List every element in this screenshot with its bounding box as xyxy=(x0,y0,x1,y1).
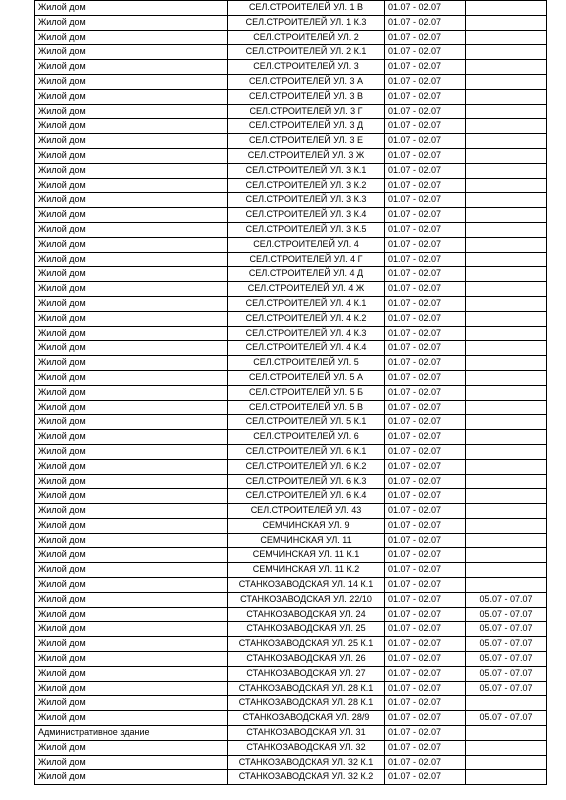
period-1-cell: 01.07 - 02.07 xyxy=(385,237,466,252)
building-type-cell: Жилой дом xyxy=(35,666,228,681)
address-cell: СТАНКОЗАВОДСКАЯ УЛ. 28 К.1 xyxy=(228,681,385,696)
building-type-cell: Жилой дом xyxy=(35,15,228,30)
building-type-cell: Жилой дом xyxy=(35,563,228,578)
period-2-cell xyxy=(466,296,547,311)
address-cell: СЕМЧИНСКАЯ УЛ. 9 xyxy=(228,518,385,533)
period-2-cell xyxy=(466,311,547,326)
address-cell: СЕЛ.СТРОИТЕЛЕЙ УЛ. 4 Д xyxy=(228,267,385,282)
period-2-cell xyxy=(466,148,547,163)
table-row xyxy=(35,356,547,371)
period-1-cell: 01.07 - 02.07 xyxy=(385,104,466,119)
period-1-cell: 01.07 - 02.07 xyxy=(385,696,466,711)
table-row xyxy=(35,666,547,681)
period-1-cell: 01.07 - 02.07 xyxy=(385,400,466,415)
address-cell: СЕЛ.СТРОИТЕЛЕЙ УЛ. 3 Г xyxy=(228,104,385,119)
period-1-cell: 01.07 - 02.07 xyxy=(385,296,466,311)
building-type-cell: Жилой дом xyxy=(35,311,228,326)
building-type-cell: Жилой дом xyxy=(35,607,228,622)
address-cell: СЕЛ.СТРОИТЕЛЕЙ УЛ. 6 К.3 xyxy=(228,474,385,489)
building-type-cell: Жилой дом xyxy=(35,178,228,193)
address-cell: СЕЛ.СТРОИТЕЛЕЙ УЛ. 3 В xyxy=(228,89,385,104)
period-1-cell: 01.07 - 02.07 xyxy=(385,45,466,60)
table-row xyxy=(35,30,547,45)
table-row xyxy=(35,755,547,770)
address-cell: СЕЛ.СТРОИТЕЛЕЙ УЛ. 4 К.4 xyxy=(228,341,385,356)
table-row xyxy=(35,607,547,622)
period-2-cell: 05.07 - 07.07 xyxy=(466,681,547,696)
period-1-cell: 01.07 - 02.07 xyxy=(385,666,466,681)
table-row xyxy=(35,726,547,741)
table-row xyxy=(35,237,547,252)
building-type-cell: Жилой дом xyxy=(35,696,228,711)
building-type-cell: Жилой дом xyxy=(35,770,228,785)
period-1-cell: 01.07 - 02.07 xyxy=(385,326,466,341)
address-cell: СЕЛ.СТРОИТЕЛЕЙ УЛ. 6 xyxy=(228,430,385,445)
period-1-cell: 01.07 - 02.07 xyxy=(385,592,466,607)
period-2-cell xyxy=(466,430,547,445)
address-cell: СЕЛ.СТРОИТЕЛЕЙ УЛ. 4 Г xyxy=(228,252,385,267)
building-type-cell: Жилой дом xyxy=(35,148,228,163)
period-1-cell: 01.07 - 02.07 xyxy=(385,267,466,282)
table-row xyxy=(35,504,547,519)
building-type-cell: Жилой дом xyxy=(35,74,228,89)
period-2-cell xyxy=(466,370,547,385)
period-1-cell: 01.07 - 02.07 xyxy=(385,518,466,533)
table-row xyxy=(35,385,547,400)
address-cell: СЕЛ.СТРОИТЕЛЕЙ УЛ. 1 В xyxy=(228,1,385,16)
table-row xyxy=(35,163,547,178)
period-1-cell: 01.07 - 02.07 xyxy=(385,193,466,208)
table-row xyxy=(35,267,547,282)
period-2-cell xyxy=(466,208,547,223)
address-cell: СТАНКОЗАВОДСКАЯ УЛ. 32 xyxy=(228,740,385,755)
period-2-cell: 05.07 - 07.07 xyxy=(466,652,547,667)
period-2-cell xyxy=(466,1,547,16)
period-1-cell: 01.07 - 02.07 xyxy=(385,252,466,267)
period-1-cell: 01.07 - 02.07 xyxy=(385,74,466,89)
table-row xyxy=(35,296,547,311)
table-row xyxy=(35,89,547,104)
address-cell: СТАНКОЗАВОДСКАЯ УЛ. 22/10 xyxy=(228,592,385,607)
period-1-cell: 01.07 - 02.07 xyxy=(385,740,466,755)
building-type-cell: Жилой дом xyxy=(35,237,228,252)
building-type-cell: Жилой дом xyxy=(35,222,228,237)
table-row xyxy=(35,74,547,89)
building-type-cell: Жилой дом xyxy=(35,341,228,356)
address-cell: СТАНКОЗАВОДСКАЯ УЛ. 28 К.1 xyxy=(228,696,385,711)
building-type-cell: Жилой дом xyxy=(35,400,228,415)
period-1-cell: 01.07 - 02.07 xyxy=(385,548,466,563)
table-row xyxy=(35,770,547,785)
building-type-cell: Жилой дом xyxy=(35,385,228,400)
address-cell: СЕЛ.СТРОИТЕЛЕЙ УЛ. 3 К.4 xyxy=(228,208,385,223)
table-row xyxy=(35,60,547,75)
period-2-cell: 05.07 - 07.07 xyxy=(466,711,547,726)
table-row xyxy=(35,711,547,726)
address-cell: СЕЛ.СТРОИТЕЛЕЙ УЛ. 3 К.3 xyxy=(228,193,385,208)
period-1-cell: 01.07 - 02.07 xyxy=(385,222,466,237)
period-1-cell: 01.07 - 02.07 xyxy=(385,726,466,741)
address-cell: СЕЛ.СТРОИТЕЛЕЙ УЛ. 2 xyxy=(228,30,385,45)
building-type-cell: Жилой дом xyxy=(35,208,228,223)
address-cell: СЕЛ.СТРОИТЕЛЕЙ УЛ. 5 xyxy=(228,356,385,371)
period-2-cell xyxy=(466,578,547,593)
period-1-cell: 01.07 - 02.07 xyxy=(385,755,466,770)
table-row xyxy=(35,15,547,30)
address-cell: СЕЛ.СТРОИТЕЛЕЙ УЛ. 4 xyxy=(228,237,385,252)
table-row xyxy=(35,578,547,593)
address-cell: СЕЛ.СТРОИТЕЛЕЙ УЛ. 3 А xyxy=(228,74,385,89)
period-1-cell: 01.07 - 02.07 xyxy=(385,178,466,193)
period-2-cell xyxy=(466,755,547,770)
address-cell: СЕМЧИНСКАЯ УЛ. 11 К.2 xyxy=(228,563,385,578)
building-type-cell: Жилой дом xyxy=(35,252,228,267)
outage-schedule-table xyxy=(34,0,547,785)
period-1-cell: 01.07 - 02.07 xyxy=(385,533,466,548)
building-type-cell: Жилой дом xyxy=(35,30,228,45)
period-2-cell: 05.07 - 07.07 xyxy=(466,622,547,637)
address-cell: СЕЛ.СТРОИТЕЛЕЙ УЛ. 4 К.1 xyxy=(228,296,385,311)
period-1-cell: 01.07 - 02.07 xyxy=(385,459,466,474)
period-1-cell: 01.07 - 02.07 xyxy=(385,489,466,504)
period-2-cell: 05.07 - 07.07 xyxy=(466,637,547,652)
table-row xyxy=(35,444,547,459)
building-type-cell: Жилой дом xyxy=(35,45,228,60)
address-cell: СЕЛ.СТРОИТЕЛЕЙ УЛ. 3 Е xyxy=(228,134,385,149)
table-row xyxy=(35,592,547,607)
building-type-cell: Жилой дом xyxy=(35,296,228,311)
period-1-cell: 01.07 - 02.07 xyxy=(385,1,466,16)
table-row xyxy=(35,637,547,652)
address-cell: СЕЛ.СТРОИТЕЛЕЙ УЛ. 3 Д xyxy=(228,119,385,134)
building-type-cell: Жилой дом xyxy=(35,681,228,696)
table-row xyxy=(35,178,547,193)
building-type-cell: Жилой дом xyxy=(35,415,228,430)
address-cell: СЕЛ.СТРОИТЕЛЕЙ УЛ. 5 Б xyxy=(228,385,385,400)
period-1-cell: 01.07 - 02.07 xyxy=(385,385,466,400)
table-row xyxy=(35,311,547,326)
building-type-cell: Жилой дом xyxy=(35,356,228,371)
address-cell: СЕЛ.СТРОИТЕЛЕЙ УЛ. 3 Ж xyxy=(228,148,385,163)
period-1-cell: 01.07 - 02.07 xyxy=(385,60,466,75)
table-row xyxy=(35,148,547,163)
table-row xyxy=(35,45,547,60)
building-type-cell: Жилой дом xyxy=(35,89,228,104)
building-type-cell: Жилой дом xyxy=(35,267,228,282)
building-type-cell: Жилой дом xyxy=(35,163,228,178)
period-2-cell: 05.07 - 07.07 xyxy=(466,607,547,622)
building-type-cell: Жилой дом xyxy=(35,193,228,208)
period-2-cell xyxy=(466,237,547,252)
building-type-cell: Жилой дом xyxy=(35,578,228,593)
period-1-cell: 01.07 - 02.07 xyxy=(385,15,466,30)
period-2-cell xyxy=(466,163,547,178)
table-row xyxy=(35,489,547,504)
address-cell: СЕМЧИНСКАЯ УЛ. 11 К.1 xyxy=(228,548,385,563)
building-type-cell: Жилой дом xyxy=(35,134,228,149)
table-row xyxy=(35,370,547,385)
address-cell: СЕЛ.СТРОИТЕЛЕЙ УЛ. 4 К.2 xyxy=(228,311,385,326)
period-1-cell: 01.07 - 02.07 xyxy=(385,622,466,637)
period-1-cell: 01.07 - 02.07 xyxy=(385,311,466,326)
table-row xyxy=(35,119,547,134)
period-1-cell: 01.07 - 02.07 xyxy=(385,119,466,134)
address-cell: СЕЛ.СТРОИТЕЛЕЙ УЛ. 3 К.2 xyxy=(228,178,385,193)
period-2-cell xyxy=(466,134,547,149)
table-row xyxy=(35,282,547,297)
building-type-cell: Жилой дом xyxy=(35,474,228,489)
address-cell: СТАНКОЗАВОДСКАЯ УЛ. 32 К.1 xyxy=(228,755,385,770)
building-type-cell: Жилой дом xyxy=(35,119,228,134)
building-type-cell: Жилой дом xyxy=(35,504,228,519)
table-row xyxy=(35,474,547,489)
building-type-cell: Жилой дом xyxy=(35,282,228,297)
period-2-cell xyxy=(466,282,547,297)
address-cell: СЕЛ.СТРОИТЕЛЕЙ УЛ. 4 К.3 xyxy=(228,326,385,341)
period-2-cell xyxy=(466,740,547,755)
period-1-cell: 01.07 - 02.07 xyxy=(385,637,466,652)
building-type-cell: Жилой дом xyxy=(35,489,228,504)
table-row xyxy=(35,696,547,711)
table-row xyxy=(35,104,547,119)
address-cell: СЕЛ.СТРОИТЕЛЕЙ УЛ. 43 xyxy=(228,504,385,519)
period-1-cell: 01.07 - 02.07 xyxy=(385,134,466,149)
period-2-cell xyxy=(466,341,547,356)
table-body xyxy=(35,1,547,785)
period-2-cell xyxy=(466,267,547,282)
table-row xyxy=(35,222,547,237)
address-cell: СТАНКОЗАВОДСКАЯ УЛ. 25 К.1 xyxy=(228,637,385,652)
building-type-cell: Жилой дом xyxy=(35,533,228,548)
period-2-cell xyxy=(466,415,547,430)
building-type-cell: Жилой дом xyxy=(35,740,228,755)
period-1-cell: 01.07 - 02.07 xyxy=(385,563,466,578)
period-2-cell xyxy=(466,104,547,119)
address-cell: СТАНКОЗАВОДСКАЯ УЛ. 24 xyxy=(228,607,385,622)
period-2-cell xyxy=(466,89,547,104)
period-1-cell: 01.07 - 02.07 xyxy=(385,504,466,519)
address-cell: СЕЛ.СТРОИТЕЛЕЙ УЛ. 6 К.2 xyxy=(228,459,385,474)
building-type-cell: Административное здание xyxy=(35,726,228,741)
period-1-cell: 01.07 - 02.07 xyxy=(385,356,466,371)
table-row xyxy=(35,563,547,578)
period-2-cell: 05.07 - 07.07 xyxy=(466,666,547,681)
table-row xyxy=(35,430,547,445)
table-row xyxy=(35,533,547,548)
address-cell: СЕЛ.СТРОИТЕЛЕЙ УЛ. 6 К.4 xyxy=(228,489,385,504)
address-cell: СТАНКОЗАВОДСКАЯ УЛ. 26 xyxy=(228,652,385,667)
building-type-cell: Жилой дом xyxy=(35,370,228,385)
table-row xyxy=(35,652,547,667)
period-2-cell xyxy=(466,60,547,75)
period-2-cell xyxy=(466,74,547,89)
table-row xyxy=(35,326,547,341)
period-1-cell: 01.07 - 02.07 xyxy=(385,341,466,356)
building-type-cell: Жилой дом xyxy=(35,1,228,16)
period-1-cell: 01.07 - 02.07 xyxy=(385,148,466,163)
table-row xyxy=(35,415,547,430)
period-2-cell: 05.07 - 07.07 xyxy=(466,592,547,607)
period-2-cell xyxy=(466,30,547,45)
address-cell: СЕЛ.СТРОИТЕЛЕЙ УЛ. 3 К.5 xyxy=(228,222,385,237)
address-cell: СЕЛ.СТРОИТЕЛЕЙ УЛ. 5 К.1 xyxy=(228,415,385,430)
period-1-cell: 01.07 - 02.07 xyxy=(385,770,466,785)
period-1-cell: 01.07 - 02.07 xyxy=(385,444,466,459)
period-1-cell: 01.07 - 02.07 xyxy=(385,163,466,178)
address-cell: СЕЛ.СТРОИТЕЛЕЙ УЛ. 2 К.1 xyxy=(228,45,385,60)
period-2-cell xyxy=(466,444,547,459)
period-2-cell xyxy=(466,504,547,519)
period-1-cell: 01.07 - 02.07 xyxy=(385,430,466,445)
address-cell: СЕЛ.СТРОИТЕЛЕЙ УЛ. 6 К.1 xyxy=(228,444,385,459)
period-2-cell xyxy=(466,385,547,400)
address-cell: СТАНКОЗАВОДСКАЯ УЛ. 31 xyxy=(228,726,385,741)
period-1-cell: 01.07 - 02.07 xyxy=(385,711,466,726)
address-cell: СЕЛ.СТРОИТЕЛЕЙ УЛ. 3 xyxy=(228,60,385,75)
table-row xyxy=(35,459,547,474)
address-cell: СЕЛ.СТРОИТЕЛЕЙ УЛ. 5 В xyxy=(228,400,385,415)
period-2-cell xyxy=(466,193,547,208)
period-1-cell: 01.07 - 02.07 xyxy=(385,681,466,696)
address-cell: СЕЛ.СТРОИТЕЛЕЙ УЛ. 4 Ж xyxy=(228,282,385,297)
address-cell: СЕМЧИНСКАЯ УЛ. 11 xyxy=(228,533,385,548)
building-type-cell: Жилой дом xyxy=(35,548,228,563)
period-1-cell: 01.07 - 02.07 xyxy=(385,607,466,622)
building-type-cell: Жилой дом xyxy=(35,104,228,119)
period-1-cell: 01.07 - 02.07 xyxy=(385,89,466,104)
period-2-cell xyxy=(466,518,547,533)
period-2-cell xyxy=(466,222,547,237)
period-1-cell: 01.07 - 02.07 xyxy=(385,370,466,385)
address-cell: СТАНКОЗАВОДСКАЯ УЛ. 32 К.2 xyxy=(228,770,385,785)
building-type-cell: Жилой дом xyxy=(35,592,228,607)
period-2-cell xyxy=(466,563,547,578)
table-row xyxy=(35,208,547,223)
address-cell: СТАНКОЗАВОДСКАЯ УЛ. 27 xyxy=(228,666,385,681)
table-row xyxy=(35,622,547,637)
period-1-cell: 01.07 - 02.07 xyxy=(385,578,466,593)
building-type-cell: Жилой дом xyxy=(35,711,228,726)
period-2-cell xyxy=(466,400,547,415)
address-cell: СТАНКОЗАВОДСКАЯ УЛ. 14 К.1 xyxy=(228,578,385,593)
address-cell: СЕЛ.СТРОИТЕЛЕЙ УЛ. 1 К.3 xyxy=(228,15,385,30)
period-2-cell xyxy=(466,489,547,504)
building-type-cell: Жилой дом xyxy=(35,430,228,445)
table-row xyxy=(35,134,547,149)
table-row xyxy=(35,740,547,755)
building-type-cell: Жилой дом xyxy=(35,637,228,652)
period-2-cell xyxy=(466,119,547,134)
table-row xyxy=(35,548,547,563)
period-1-cell: 01.07 - 02.07 xyxy=(385,415,466,430)
period-2-cell xyxy=(466,326,547,341)
period-2-cell xyxy=(466,726,547,741)
period-2-cell xyxy=(466,252,547,267)
period-2-cell xyxy=(466,178,547,193)
building-type-cell: Жилой дом xyxy=(35,518,228,533)
period-1-cell: 01.07 - 02.07 xyxy=(385,30,466,45)
period-2-cell xyxy=(466,459,547,474)
period-2-cell xyxy=(466,474,547,489)
address-cell: СЕЛ.СТРОИТЕЛЕЙ УЛ. 3 К.1 xyxy=(228,163,385,178)
period-2-cell xyxy=(466,533,547,548)
period-1-cell: 01.07 - 02.07 xyxy=(385,652,466,667)
address-cell: СТАНКОЗАВОДСКАЯ УЛ. 25 xyxy=(228,622,385,637)
period-1-cell: 01.07 - 02.07 xyxy=(385,208,466,223)
table-row xyxy=(35,518,547,533)
period-1-cell: 01.07 - 02.07 xyxy=(385,282,466,297)
period-2-cell xyxy=(466,356,547,371)
address-cell: СЕЛ.СТРОИТЕЛЕЙ УЛ. 5 А xyxy=(228,370,385,385)
period-2-cell xyxy=(466,696,547,711)
building-type-cell: Жилой дом xyxy=(35,459,228,474)
period-2-cell xyxy=(466,548,547,563)
building-type-cell: Жилой дом xyxy=(35,652,228,667)
table-row xyxy=(35,400,547,415)
building-type-cell: Жилой дом xyxy=(35,444,228,459)
period-2-cell xyxy=(466,15,547,30)
building-type-cell: Жилой дом xyxy=(35,60,228,75)
table-row xyxy=(35,252,547,267)
table-row xyxy=(35,193,547,208)
period-1-cell: 01.07 - 02.07 xyxy=(385,474,466,489)
building-type-cell: Жилой дом xyxy=(35,622,228,637)
period-2-cell xyxy=(466,770,547,785)
table-row xyxy=(35,341,547,356)
table-row xyxy=(35,1,547,16)
period-2-cell xyxy=(466,45,547,60)
building-type-cell: Жилой дом xyxy=(35,326,228,341)
table-row xyxy=(35,681,547,696)
address-cell: СТАНКОЗАВОДСКАЯ УЛ. 28/9 xyxy=(228,711,385,726)
building-type-cell: Жилой дом xyxy=(35,755,228,770)
